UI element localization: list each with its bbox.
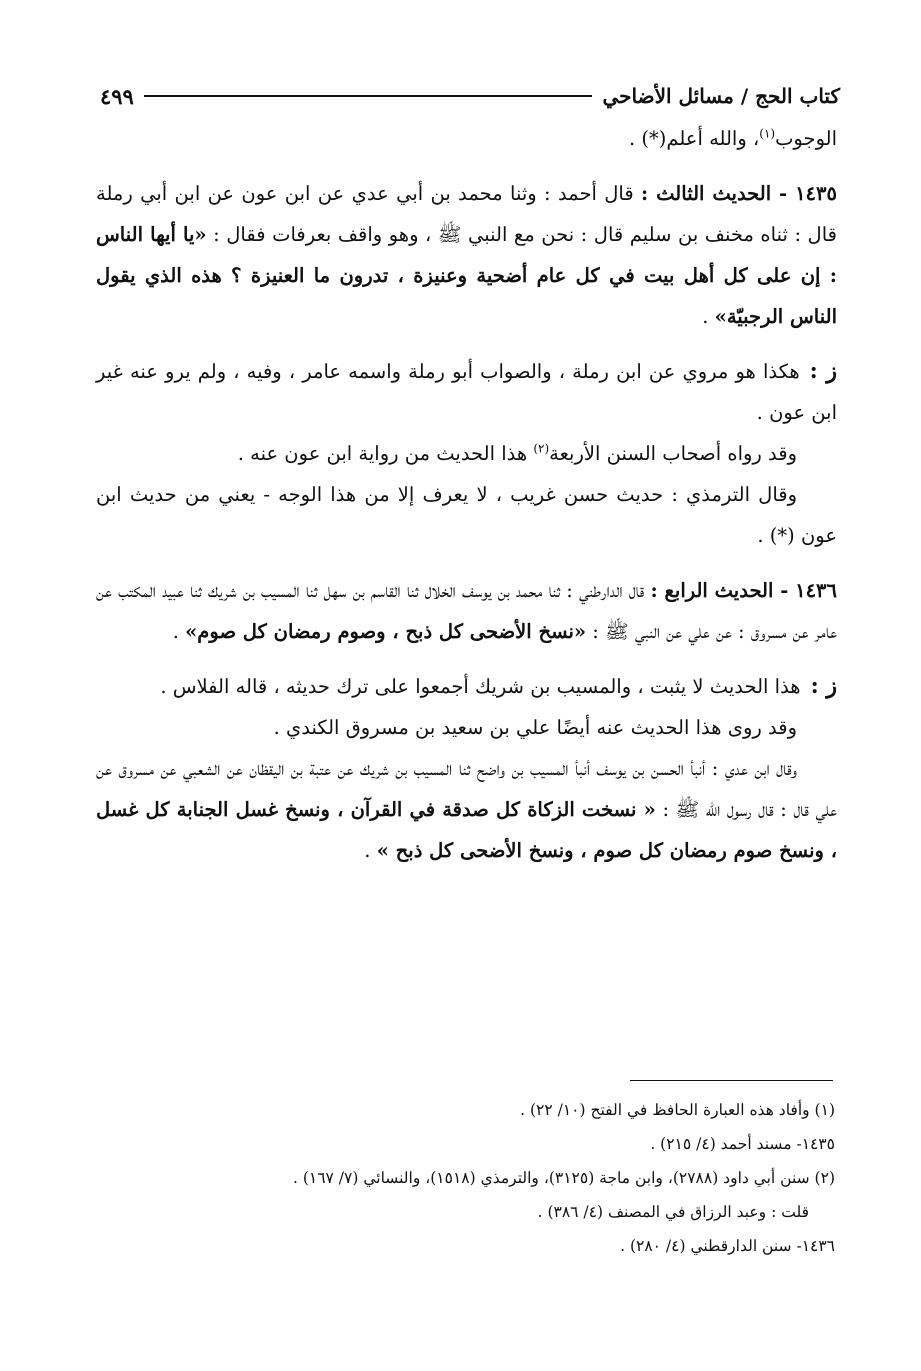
zay-mark: ز :: [810, 673, 837, 699]
hadith-1435: ١٤٣٥ - الحديث الثالث : قال أحمد : وثنا محمد بن أبي عدي عن ابن عون عن ابن أبي رملة قال : ثناه مخنف بن سليم قال : نحن مع النبي ﷺ ، وهو واقف بعرفات فقال : «يا أيها الناس : إن على كل أهل بيت في كل عام أضحية وعنيزة ، تدرون ما العنيزة ؟ هذه الذي يقول الناس الرجبيّة» .: [96, 182, 837, 328]
running-header: [100, 76, 840, 116]
paragraph-rawa: وقد روى هذا الحديث عنه أيضًا علي بن سعيد بن مسروق الكندي .: [273, 716, 797, 739]
hadith-number: ١٤٣٦ - الحديث الرابع :: [650, 579, 838, 602]
footnote-separator: [630, 1080, 833, 1081]
main-text: [96, 118, 837, 871]
footnotes: [96, 1093, 835, 1263]
paragraph-tirmidhi: وقال الترمذي : حديث حسن غريب ، لا يعرف إلا من هذا الوجه - يعني من حديث ابن عون (*) .: [96, 483, 837, 547]
hadith-quote: « نسخت الزكاة كل صدقة في القرآن ، ونسخ غسل الجنابة كل غسل ، ونسخ صوم رمضان كل صوم ، ونسخ الأضحى كل ذبح »: [96, 798, 837, 862]
footnote-1435: ١٤٣٥- مسند أحمد (٤/ ٢١٥) .: [650, 1135, 835, 1153]
hadith-number: ١٤٣٥ - الحديث الثالث :: [641, 182, 837, 205]
footnote-1: (١) وأفاد هذه العبارة الحافظ في الفتح (١٠/ ٢٢) .: [520, 1101, 835, 1119]
paragraph-continuation: الوجوب$^{(١)}$، والله أعلم(*) .: [629, 126, 837, 150]
footnote-ref: (١): [759, 126, 776, 141]
hadith-quote: «نسخ الأضحى كل ذبح ، وصوم رمضان كل صوم»: [185, 620, 587, 643]
header-rule: [144, 95, 593, 97]
zay-mark: ز :: [809, 358, 837, 384]
page-number: ٤٩٩: [100, 83, 134, 109]
commentary-zay-2: ز :هذا الحديث لا يثبت ، والمسيب بن شريك أجمعوا على ترك حديثه ، قاله الفلاس .: [160, 673, 837, 699]
footnote-2-note: قلت : وعبد الرزاق في المصنف (٤/ ٣٨٦) .: [537, 1203, 809, 1221]
commentary-zay-1: ز :هكذا هو مروي عن ابن رملة ، والصواب أبو رملة واسمه عامر ، وفيه ، ولم يرو عنه غير ابن عون .: [96, 358, 837, 424]
footnote-1436: ١٤٣٦- سنن الدارقطني (٤/ ٢٨٠) .: [620, 1237, 835, 1255]
chapter-title: كتاب الحج / مسائل الأضاحي: [602, 84, 840, 108]
hadith-1436: ١٤٣٦ - الحديث الرابع : قال الدارطني : ثنا محمد بن يوسف الخلال ثنا القاسم بن سهل ثنا المسيب بن شريك ثنا عبيد المكتب عن عامر عن مسروق : عن علي عن النبي ﷺ : «نسخ الأضحى كل ذبح ، وصوم رمضان كل صوم» .: [96, 579, 838, 643]
hadith-quote: «يا أيها الناس : إن على كل أهل بيت في كل عام أضحية وعنيزة ، تدرون ما العنيزة ؟ هذه الذي يقول الناس الرجبيّة»: [96, 223, 837, 328]
paragraph-ibn-adi: وقال ابن عدي : أنبأ الحسن بن يوسف أنبأ المسيب بن واضح ثنا المسيب بن شريك عن عتبة بن اليقظان عن الشعبي عن مسروق عن علي قال : قال رسول الله ﷺ : « نسخت الزكاة كل صدقة في القرآن ، ونسخ غسل الجنابة كل غسل ، ونسخ صوم رمضان كل صوم ، ونسخ الأضحى كل ذبح » .: [96, 757, 837, 862]
footnote-2: (٢) سنن أبي داود (٢٧٨٨)، وابن ماجة (٣١٢٥)، والترمذي (١٥١٨)، والنسائي (٧/ ١٦٧) .: [292, 1169, 835, 1187]
paragraph-rawahu: وقد رواه أصحاب السنن الأربعة$^{(٢)}$ هذا الحديث من رواية ابن عون عنه .: [237, 441, 797, 465]
footnote-ref: (٢): [533, 441, 550, 456]
